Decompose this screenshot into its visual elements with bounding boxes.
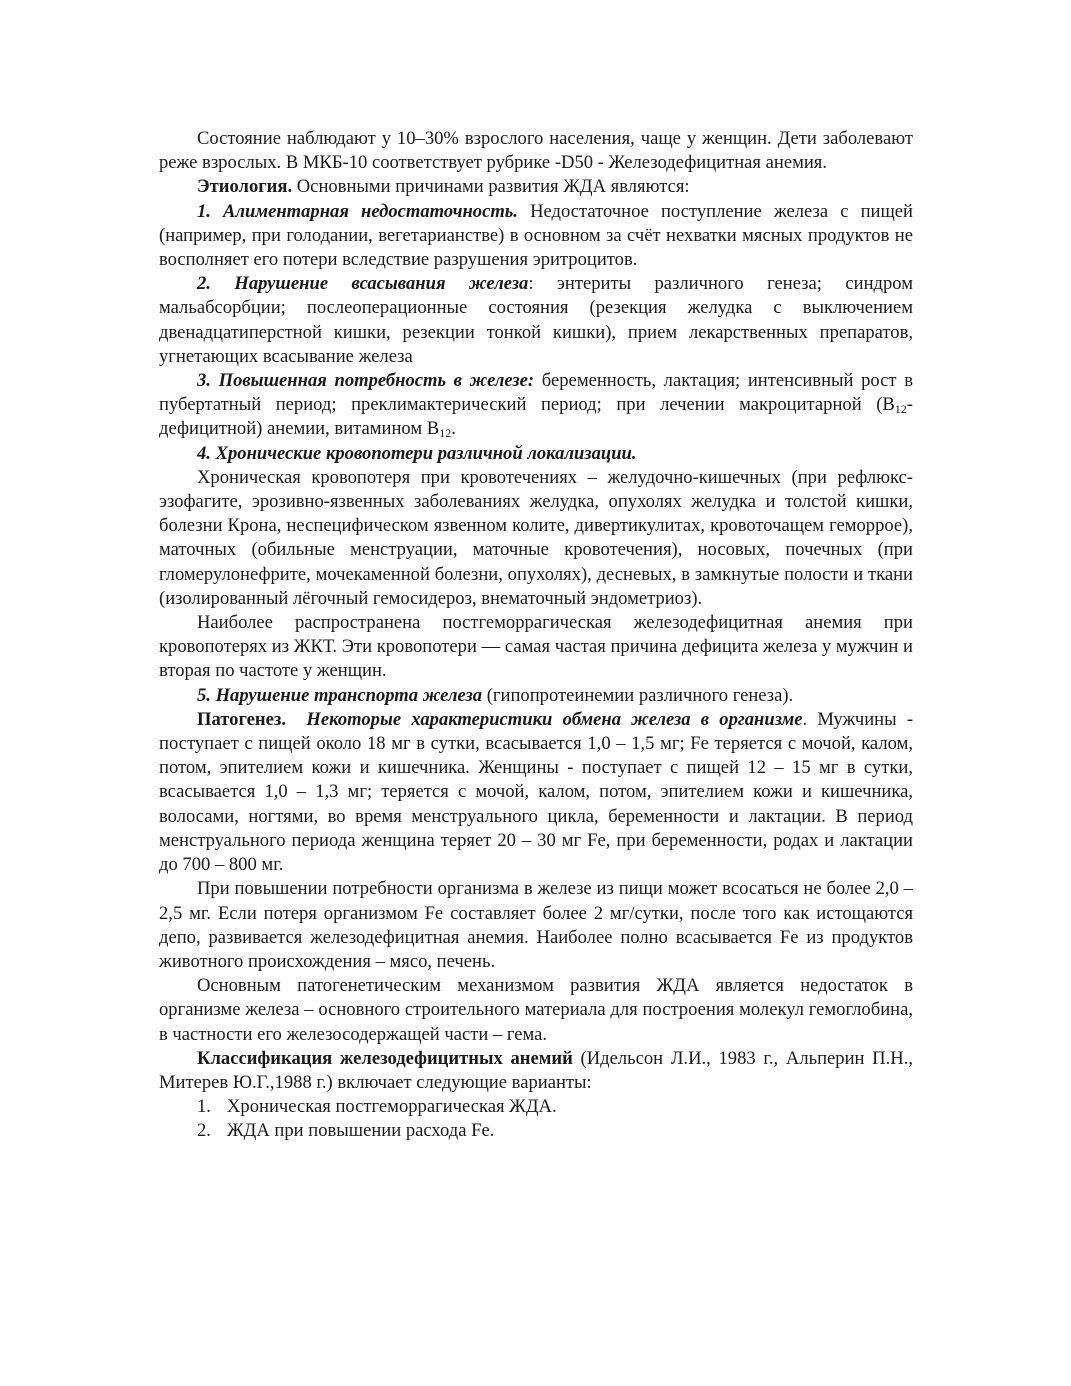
classification-list — [159, 1095, 913, 1143]
cause-4-paragraph — [159, 442, 913, 466]
cause-3-paragraph — [159, 369, 913, 442]
subscript-12: 12 — [894, 402, 907, 417]
list-item-text: ЖДА при повышении расхода Fe. — [227, 1120, 495, 1142]
classification-paragraph — [159, 1047, 913, 1095]
cause-4-title: 4. Хронические кровопотери различной локализации. — [197, 442, 637, 464]
pathogenesis-heading: Патогенез. — [197, 708, 287, 730]
classification-text: (Идельсон Л.И., 1983 г., Альперин П.Н., Митерев Ю.Г.,1988 г.) включает следующие варианты: — [159, 1047, 913, 1093]
cause-1-text: Недостаточное поступление железа с пищей (например, при голодании, вегетарианстве) в основном за счёт нехватки мясных продуктов не восполняет его потери вследствие разрушения эритроцитов. — [159, 200, 913, 271]
cause-1-paragraph — [159, 200, 913, 273]
cause-2-title: 2. Нарушение всасывания железа — [197, 273, 529, 295]
list-item — [159, 1119, 913, 1143]
list-item-number: 2. — [197, 1120, 211, 1142]
cause-3-text-a: беременность, лактация; интенсивный рост в пубертатный период; преклимактерический период; при лечении макроцитарной (В — [159, 370, 913, 416]
iron-need-paragraph: При повышении потребности организма в железе из пищи может всосаться не более 2,0 – 2,5 мг. Если потеря организмом Fe составляет более 2 мг/сутки, после того как истощаются депо, развивается железодефицитная анемия. Наиболее полно всасывается Fe из продуктов животного происхождения – мясо, печень. — [159, 878, 913, 972]
subscript-12: 12 — [439, 426, 452, 441]
chronic-blood-loss-paragraph: Хроническая кровопотеря при кровотечениях – желудочно-кишечных (при рефлюкс-эзофагите, эрозивно-язвенных заболеваниях желудка, опухолях желудка и толстой кишки, болезни Крона, неспецифическом язвенном колите, дивертикулитах, кровоточащем геморрое), маточных (обильные менструации, маточные кровотечения), носовых, почечных (при гломерулонефрите, мочекаменной болезни, опухолях), десневых, в замкнутые полости и ткани (изолированный лёгочный гемосидероз, внематочный эндометриоз). — [159, 466, 913, 609]
mechanism-paragraph: Основным патогенетическим механизмом развития ЖДА является недостаток в организме железа – основного строительного материала для построения молекул гемоглобина, в частности его железосодержащей части – гема. — [159, 975, 913, 1045]
cause-3-title: 3. Повышенная потребность в железе: — [197, 370, 535, 392]
cause-1-title: 1. Алиментарная недостаточность. — [197, 200, 518, 222]
etiology-heading: Этиология. — [197, 176, 293, 198]
etiology-paragraph — [159, 175, 913, 199]
pathogenesis-text: . Мужчины - поступает с пищей около 18 мг в сутки, всасывается 1,0 – 1,5 мг; Fe теряется с мочой, калом, потом, эпителием кожи и кишечника. Женщины - поступает с пищей 12 – 15 мг в сутки, всасывается 1,0 – 1,3 мг; теряется с мочой, калом, потом, эпителием кожи и кишечника, волосами, ногтями, во время менструального цикла, беременности и лактации. В период менструального периода женщина теряет 20 – 30 мг Fe, при беременности, родах и лактации до 700 – 800 мг. — [159, 708, 914, 876]
list-item-text: Хроническая постгеморрагическая ЖДА. — [227, 1096, 557, 1118]
document-page — [159, 127, 913, 1144]
list-item — [159, 1095, 913, 1119]
classification-heading: Классификация железодефицитных анемий — [197, 1047, 573, 1069]
cause-5-paragraph — [159, 684, 913, 708]
etiology-intro: Основными причинами развития ЖДА являются: — [292, 176, 690, 198]
cause-2-text: : энтериты различного генеза; синдром мальабсорбции; послеоперационные состояния (резекция желудка с выключением двенадцатиперстной кишки, резекции тонкой кишки), прием лекарственных препаратов, угнетающих всасывание железа — [159, 273, 913, 367]
cause-3-text-b: -дефицитной) анемии, витамином В — [159, 394, 913, 440]
common-anemia-paragraph: Наиболее распространена постгеморрагическая железодефицитная анемия при кровопотерях из ЖКТ. Эти кровопотери — самая частая причина дефицита железа у мужчин и вторая по частоте у женщин. — [159, 612, 913, 682]
intro-paragraph: Состояние наблюдают у 10–30% взрослого населения, чаще у женщин. Дети заболевают реже взрослых. В МКБ-10 соответствует рубрике -D50 - Железодефицитная анемия. — [159, 128, 913, 174]
cause-5-text: (гипопротеинемии различного генеза). — [482, 684, 794, 706]
cause-3-text-c: . — [451, 418, 456, 440]
pathogenesis-paragraph — [159, 708, 913, 877]
list-item-number: 1. — [197, 1096, 211, 1118]
cause-2-paragraph — [159, 272, 913, 369]
cause-5-title: 5. Нарушение транспорта железа — [197, 684, 483, 706]
pathogenesis-subheading: Некоторые характеристики обмена железа в организме — [306, 708, 803, 730]
